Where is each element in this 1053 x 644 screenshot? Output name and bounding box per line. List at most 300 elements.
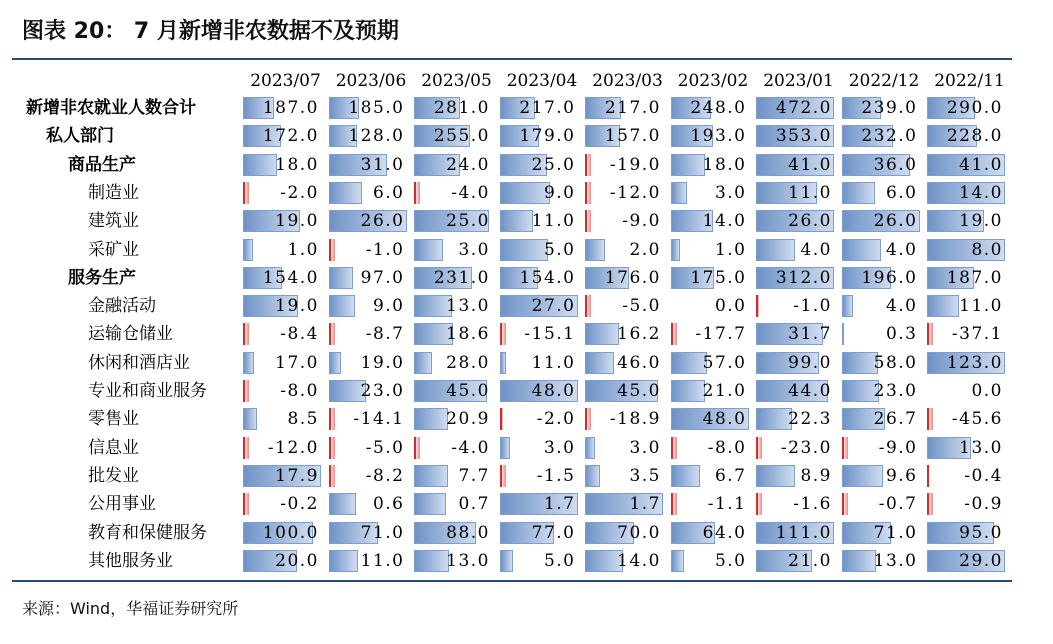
row-label: 教育和保健服务 (88, 522, 207, 543)
cell-value: 11.0 (531, 211, 576, 232)
table-cell (927, 490, 1009, 518)
positive-data-bar (756, 408, 792, 430)
table-cell (329, 405, 411, 433)
cell-value: 8.0 (971, 239, 1003, 260)
table-cell (414, 179, 496, 207)
table-cell (842, 122, 924, 150)
cell-value: 71.0 (873, 522, 918, 543)
table-cell (414, 151, 496, 179)
cell-value: -1.0 (365, 239, 405, 260)
positive-data-bar (842, 182, 875, 204)
cell-value: 4.0 (885, 239, 918, 260)
table-cell (756, 292, 838, 320)
table-cell (585, 349, 667, 377)
table-cell (671, 179, 753, 207)
positive-data-bar (329, 493, 357, 515)
cell-value: 196.0 (861, 267, 918, 288)
cell-value: -0.4 (964, 465, 1003, 486)
table-cell (500, 547, 582, 575)
table-cell (243, 490, 325, 518)
table-cell (842, 292, 924, 320)
table-cell (842, 207, 924, 235)
cell-value: 45.0 (446, 381, 490, 401)
cell-value: 25.0 (531, 154, 576, 175)
table-cell (756, 349, 838, 377)
table-cell (329, 320, 411, 348)
cell-value: 9.0 (543, 182, 576, 203)
table-cell (585, 405, 667, 433)
cell-value: 28.0 (446, 352, 490, 373)
cell-value: 193.0 (690, 126, 747, 147)
table-cell (500, 94, 582, 122)
table-cell (329, 94, 411, 122)
cell-value: 11.0 (360, 550, 405, 571)
table-cell (756, 236, 838, 264)
table-cell (927, 207, 1009, 235)
cell-value: 154.0 (519, 267, 576, 288)
positive-data-bar (414, 550, 449, 572)
negative-data-bar (329, 465, 335, 487)
row-label: 休闲和酒店业 (88, 352, 190, 373)
table-cell (243, 122, 325, 150)
cell-value: -4.0 (451, 437, 490, 458)
table-cell (243, 207, 325, 235)
cell-value: 19.0 (360, 352, 405, 373)
table-cell (414, 349, 496, 377)
cell-value: 48.0 (531, 381, 576, 401)
table-cell (243, 349, 325, 377)
cell-value: 172.0 (262, 126, 319, 147)
cell-value: 3.0 (458, 239, 490, 260)
table-cell (414, 377, 496, 405)
cell-value: 8.9 (800, 465, 832, 486)
table-cell (671, 405, 753, 433)
column-header: 2023/06 (335, 71, 407, 91)
cell-value: 6.0 (372, 182, 405, 203)
cell-value: 128.0 (348, 126, 405, 147)
cell-value: 14.0 (959, 182, 1003, 203)
table-cell (842, 490, 924, 518)
source-note: 来源：Wind，华福证券研究所 (22, 599, 239, 618)
cell-value: 4.0 (800, 239, 832, 260)
cell-value: 20.9 (446, 409, 490, 430)
table-cell (585, 547, 667, 575)
table-cell (756, 179, 838, 207)
cell-value: 0.0 (714, 296, 747, 317)
table-cell (243, 320, 325, 348)
cell-value: -1.6 (793, 494, 832, 515)
positive-data-bar (756, 465, 795, 487)
table-cell (671, 349, 753, 377)
negative-data-bar (243, 493, 249, 515)
table-cell (842, 547, 924, 575)
cell-value: 17.9 (275, 465, 319, 486)
negative-data-bar (243, 437, 249, 459)
table-cell (500, 462, 582, 490)
cell-value: 185.0 (348, 98, 405, 118)
table-cell (927, 236, 1009, 264)
row-label: 零售业 (88, 409, 139, 430)
table-cell (500, 236, 582, 264)
cell-value: 248.0 (690, 98, 747, 118)
positive-data-bar (329, 267, 353, 289)
positive-data-bar (329, 295, 355, 317)
table-cell (842, 462, 924, 490)
table-cell (500, 377, 582, 405)
cell-value: -8.7 (365, 324, 405, 345)
column-header: 2023/05 (421, 71, 492, 91)
table-cell (671, 236, 753, 264)
table-cell (671, 292, 753, 320)
cell-value: 13.0 (959, 437, 1003, 458)
cell-value: 21.0 (702, 381, 747, 401)
table-cell (671, 547, 753, 575)
table-cell (756, 377, 838, 405)
data-table (0, 62, 1053, 580)
table-cell (329, 292, 411, 320)
cell-value: 179.0 (519, 126, 576, 147)
cell-value: 123.0 (946, 352, 1003, 373)
cell-value: 187.0 (946, 267, 1003, 288)
cell-value: 14.0 (617, 550, 661, 571)
cell-value: 13.0 (446, 550, 490, 571)
cell-value: 36.0 (873, 154, 918, 175)
cell-value: 24.0 (446, 154, 490, 175)
positive-data-bar (500, 210, 533, 232)
cell-value: -23.0 (780, 437, 832, 458)
negative-data-bar (500, 323, 506, 345)
positive-data-bar (500, 239, 549, 261)
cell-value: 31.7 (788, 324, 832, 345)
row-label: 运输仓储业 (88, 324, 173, 345)
row-label: 制造业 (88, 182, 139, 203)
cell-value: 3.0 (543, 437, 576, 458)
cell-value: 176.0 (604, 267, 661, 288)
table-cell (671, 434, 753, 462)
cell-value: 13.0 (446, 296, 490, 317)
positive-data-bar (671, 465, 700, 487)
positive-data-bar (243, 239, 253, 261)
table-cell (842, 377, 924, 405)
table-cell (927, 122, 1009, 150)
table-cell (414, 405, 496, 433)
cell-value: 97.0 (360, 267, 405, 288)
table-cell (671, 377, 753, 405)
negative-data-bar (243, 182, 249, 204)
row-label: 采矿业 (88, 239, 139, 260)
table-cell (756, 405, 838, 433)
table-cell (500, 320, 582, 348)
cell-value: 14.0 (702, 211, 747, 232)
positive-data-bar (842, 465, 884, 487)
positive-data-bar (500, 437, 510, 459)
negative-data-bar (243, 380, 249, 402)
cell-value: 18.0 (702, 154, 747, 175)
table-cell (414, 292, 496, 320)
table-cell (585, 122, 667, 150)
cell-value: 6.0 (885, 182, 918, 203)
cell-value: 26.0 (360, 211, 405, 232)
row-label: 信息业 (88, 437, 139, 458)
table-cell (414, 490, 496, 518)
cell-value: 16.2 (617, 324, 661, 345)
cell-value: 18.0 (275, 154, 319, 175)
table-cell (927, 405, 1009, 433)
cell-value: 255.0 (433, 126, 490, 147)
negative-data-bar (585, 408, 591, 430)
cell-value: 6.7 (714, 465, 747, 486)
cell-value: 0.6 (372, 494, 405, 515)
table-cell (329, 122, 411, 150)
cell-value: 70.0 (617, 522, 661, 543)
positive-data-bar (414, 465, 448, 487)
cell-value: 41.0 (788, 154, 832, 175)
cell-value: -0.7 (878, 494, 918, 515)
cell-value: 22.3 (788, 409, 832, 430)
cell-value: -14.1 (353, 409, 405, 430)
column-header: 2023/04 (506, 71, 578, 91)
negative-data-bar (671, 437, 677, 459)
column-header: 2023/02 (677, 71, 749, 91)
cell-value: 58.0 (873, 352, 918, 373)
positive-data-bar (500, 182, 550, 204)
table-cell (585, 434, 667, 462)
column-header: 2023/01 (763, 71, 834, 91)
cell-value: 18.6 (446, 324, 490, 345)
table-cell (500, 519, 582, 547)
table-cell (243, 405, 325, 433)
table-cell (585, 236, 667, 264)
cell-value: 11.0 (531, 352, 576, 373)
negative-data-bar (671, 493, 677, 515)
table-cell (243, 179, 325, 207)
table-cell (414, 207, 496, 235)
cell-value: 175.0 (690, 267, 747, 288)
table-cell (414, 434, 496, 462)
cell-value: 3.5 (629, 465, 661, 486)
positive-data-bar (414, 493, 446, 515)
cell-value: 23.0 (873, 381, 918, 401)
cell-value: -1.0 (793, 296, 832, 317)
table-cell (500, 349, 582, 377)
negative-data-bar (756, 493, 762, 515)
cell-value: 157.0 (604, 126, 661, 147)
table-cell (500, 179, 582, 207)
cell-value: 20.0 (275, 550, 319, 571)
table-cell (756, 462, 838, 490)
cell-value: -1.1 (707, 494, 747, 515)
table-cell (756, 490, 838, 518)
cell-value: -15.1 (524, 324, 576, 345)
cell-value: 64.0 (702, 522, 747, 543)
cell-value: 31.0 (360, 154, 405, 175)
table-cell (329, 236, 411, 264)
table-cell (329, 179, 411, 207)
cell-value: 232.0 (861, 126, 918, 147)
table-cell (927, 151, 1009, 179)
negative-data-bar (500, 408, 503, 430)
table-cell (585, 151, 667, 179)
negative-data-bar (927, 465, 929, 487)
row-label: 商品生产 (68, 154, 136, 175)
positive-data-bar (329, 182, 362, 204)
table-cell (243, 519, 325, 547)
table-cell (500, 405, 582, 433)
column-header: 2023/07 (250, 71, 321, 91)
table-cell (329, 434, 411, 462)
positive-data-bar (414, 239, 443, 261)
table-cell (243, 292, 325, 320)
positive-data-bar (671, 380, 705, 402)
table-cell (414, 236, 496, 264)
cell-value: 99.0 (788, 352, 832, 373)
table-cell (671, 207, 753, 235)
cell-value: -17.7 (695, 324, 747, 345)
table-cell (243, 434, 325, 462)
table-cell (842, 349, 924, 377)
table-cell (756, 122, 838, 150)
negative-data-bar (585, 182, 591, 204)
cell-value: -8.0 (280, 381, 319, 401)
positive-data-bar (243, 352, 254, 374)
negative-data-bar (927, 408, 933, 430)
cell-value: 100.0 (262, 522, 319, 543)
cell-value: 9.0 (372, 296, 405, 317)
positive-data-bar (243, 154, 277, 176)
cell-value: 1.7 (543, 494, 576, 515)
cell-value: -8.0 (707, 437, 747, 458)
cell-value: 41.0 (959, 154, 1003, 175)
cell-value: 11.0 (959, 296, 1003, 317)
table-cell (756, 519, 838, 547)
column-header: 2023/03 (592, 71, 663, 91)
cell-value: 26.0 (788, 211, 832, 232)
table-cell (500, 207, 582, 235)
cell-value: 312.0 (775, 267, 832, 288)
cell-value: 0.0 (971, 381, 1003, 401)
positive-data-bar (500, 550, 513, 572)
table-cell (585, 462, 667, 490)
cell-value: -9.0 (622, 211, 661, 232)
cell-value: 1.0 (287, 239, 319, 260)
table-cell (756, 94, 838, 122)
table-cell (243, 236, 325, 264)
table-cell (414, 94, 496, 122)
cell-value: 21.0 (788, 550, 832, 571)
negative-data-bar (927, 493, 933, 515)
cell-value: 472.0 (775, 98, 832, 118)
cell-value: -2.0 (280, 182, 319, 203)
table-cell (414, 122, 496, 150)
cell-value: -0.2 (280, 494, 319, 515)
negative-data-bar (329, 408, 335, 430)
column-header: 2022/11 (934, 71, 1005, 91)
cell-value: 7.7 (458, 465, 490, 486)
table-cell (243, 151, 325, 179)
positive-data-bar (585, 465, 600, 487)
cell-value: -18.9 (609, 409, 661, 430)
cell-value: 353.0 (775, 126, 832, 147)
negative-data-bar (500, 465, 506, 487)
cell-value: 217.0 (519, 98, 576, 118)
cell-value: 0.3 (885, 324, 918, 345)
row-label: 金融活动 (88, 296, 156, 317)
cell-value: 5.0 (543, 550, 576, 571)
table-cell (329, 547, 411, 575)
table-cell (585, 377, 667, 405)
positive-data-bar (927, 295, 959, 317)
cell-value: 231.0 (433, 267, 490, 288)
negative-data-bar (927, 323, 933, 345)
cell-value: 228.0 (946, 126, 1003, 147)
table-cell (756, 434, 838, 462)
cell-value: 239.0 (861, 98, 918, 118)
table-cell (243, 462, 325, 490)
positive-data-bar (243, 408, 257, 430)
table-cell (671, 519, 753, 547)
positive-data-bar (329, 550, 359, 572)
table-cell (243, 547, 325, 575)
table-cell (585, 292, 667, 320)
table-cell (927, 349, 1009, 377)
row-label: 建筑业 (88, 211, 139, 232)
positive-data-bar (585, 239, 605, 261)
table-cell (671, 264, 753, 292)
cell-value: 13.0 (873, 550, 918, 571)
cell-value: -0.9 (964, 494, 1003, 515)
negative-data-bar (842, 493, 848, 515)
negative-data-bar (671, 323, 677, 345)
positive-data-bar (842, 239, 881, 261)
table-cell (329, 207, 411, 235)
table-cell (414, 320, 496, 348)
table-cell (671, 462, 753, 490)
cell-value: 19.0 (959, 211, 1003, 232)
cell-value: -19.0 (609, 154, 661, 175)
negative-data-bar (756, 295, 759, 317)
bottom-rule (12, 580, 1012, 582)
cell-value: -12.0 (267, 437, 319, 458)
positive-data-bar (585, 437, 595, 459)
cell-value: -12.0 (609, 182, 661, 203)
table-cell (842, 236, 924, 264)
table-cell (927, 179, 1009, 207)
table-cell (414, 462, 496, 490)
cell-value: 71.0 (360, 522, 405, 543)
cell-value: 26.0 (873, 211, 918, 232)
row-label: 服务生产 (68, 267, 136, 288)
negative-data-bar (329, 437, 335, 459)
table-cell (329, 377, 411, 405)
cell-value: 46.0 (617, 352, 661, 373)
cell-value: 4.0 (885, 296, 918, 317)
cell-value: 57.0 (702, 352, 747, 373)
table-cell (329, 519, 411, 547)
cell-value: -1.5 (536, 465, 576, 486)
cell-value: 77.0 (531, 522, 576, 543)
table-cell (927, 547, 1009, 575)
table-cell (500, 434, 582, 462)
cell-value: 23.0 (360, 381, 405, 401)
table-cell (414, 547, 496, 575)
table-cell (842, 519, 924, 547)
table-cell (842, 151, 924, 179)
row-label: 批发业 (88, 465, 139, 486)
cell-value: -2.0 (536, 409, 576, 430)
table-cell (243, 264, 325, 292)
negative-data-bar (756, 437, 762, 459)
cell-value: 154.0 (262, 267, 319, 288)
